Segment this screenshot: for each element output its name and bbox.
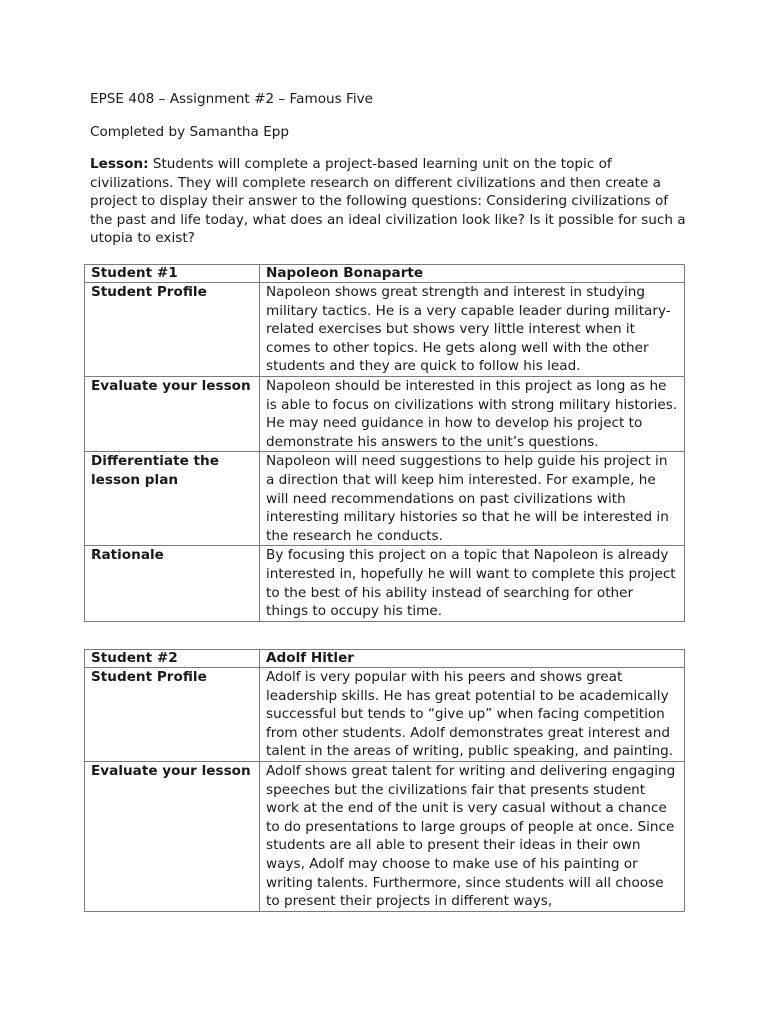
table-row (85, 761, 685, 911)
table-row (85, 668, 685, 762)
document-body (90, 90, 690, 248)
student-number-label: Student #2 (85, 650, 260, 668)
table-row (85, 546, 685, 621)
student-name: Adolf Hitler (260, 650, 685, 668)
student-name: Napoleon Bonaparte (260, 265, 685, 283)
lesson-label: Lesson: (90, 156, 149, 172)
table-row (85, 283, 685, 377)
table-row (85, 452, 685, 546)
row-text: By focusing this project on a topic that Napoleon is already interested in, hopefully he will want to complete this project to the best of his ability instead of searching for other things to occupy his time. (260, 546, 685, 621)
author-line: Completed by Samantha Epp (90, 124, 290, 140)
row-label: Rationale (85, 546, 260, 621)
table-header-row (85, 650, 685, 668)
student-table-2 (84, 649, 685, 912)
row-text: Napoleon will need suggestions to help guide his project in a direction that will keep him interested. For example, he will need recommendations on past civilizations with interesting military histories so that he will be interested in the research he conducts. (260, 452, 685, 546)
student-table-1 (84, 264, 685, 622)
row-label: Evaluate your lesson (85, 761, 260, 911)
row-text: Adolf is very popular with his peers and shows great leadership skills. He has great potential to be academically successful but tends to “give up” when facing competition from other students. Adolf demonstrates great interest and talent in the areas of writing, public speaking, and painting. (260, 668, 685, 762)
lesson-paragraph (90, 155, 686, 248)
table-row (85, 376, 685, 451)
student-number-label: Student #1 (85, 265, 260, 283)
row-label: Differentiate the lesson plan (85, 452, 260, 546)
row-text: Napoleon shows great strength and interest in studying military tactics. He is a very capable leader during military-related exercises but shows very little interest when it comes to other topics. He gets along well with the other students and they are quick to follow his lead. (260, 283, 685, 377)
row-text: Adolf shows great talent for writing and delivering engaging speeches but the civilizations fair that presents student work at the end of the unit is very casual without a chance to do presentations to large groups of people at once. Since students are all able to present their ideas in their own ways, Adolf may choose to make use of his painting or writing talents. Furthermore, since students will all choose to present their projects in different ways, (260, 761, 685, 911)
document-title: EPSE 408 – Assignment #2 – Famous Five (90, 91, 374, 107)
table-header-row (85, 265, 685, 283)
row-label: Evaluate your lesson (85, 376, 260, 451)
row-label: Student Profile (85, 668, 260, 762)
lesson-text: Students will complete a project-based learning unit on the topic of civilizations. They will complete research on different civilizations and then create a project to display their answer to the following questions: Considering civilizations of the past and life today, what does an ideal civilization look like? Is it possible for such a utopia to exist? (90, 156, 686, 247)
row-label: Student Profile (85, 283, 260, 377)
row-text: Napoleon should be interested in this project as long as he is able to focus on civilizations with strong military histories. He may need guidance in how to develop his project to demonstrate his answers to the unit’s questions. (260, 376, 685, 451)
